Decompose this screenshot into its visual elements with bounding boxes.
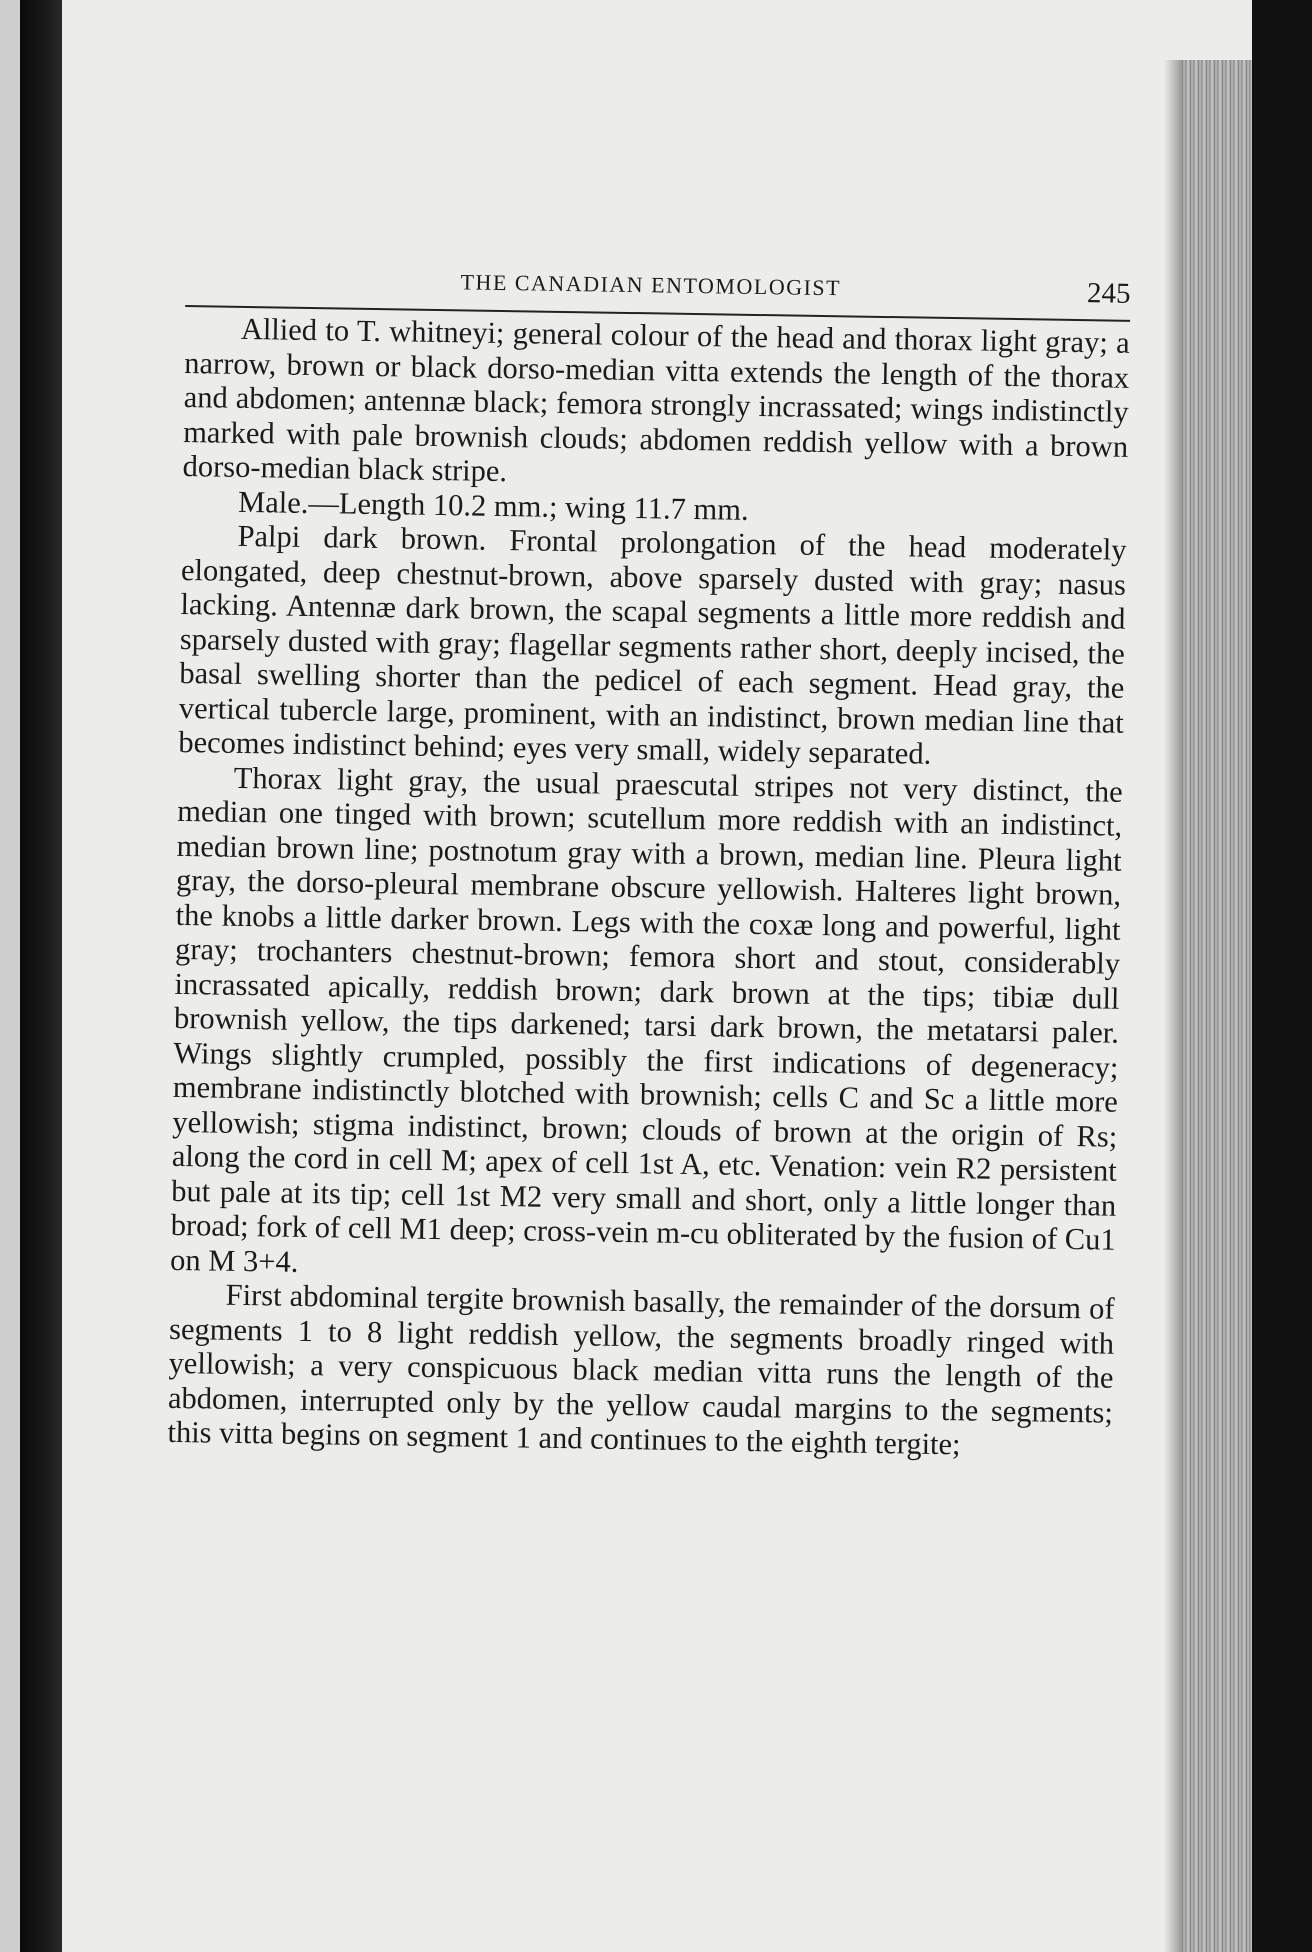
running-head <box>185 255 1131 320</box>
page-edge-shadow <box>1164 60 1182 1952</box>
paragraph-head: Palpi dark brown. Frontal prolongation of the head moderately elongated, deep chestnut-brown, above sparsely dusted with gray; nasus lacking. Antennæ dark brown, the scapal segments a little more reddish and sparsely dusted with gray; flagellar segments rather short, deeply incised, the basal swelling shorter than the pedicel of each segment. Head gray, the vertical tubercle large, prominent, with an indistinct, brown median line that becomes indistinct behind; eyes very small, widely separated. <box>178 518 1127 771</box>
paragraph-abdomen: First abdominal tergite brownish basally, the remainder of the dorsum of segments 1 to 8 light reddish yellow, the segments broadly ringed with yellowish; a very conspicuous black median vitta runs the length of the abdomen, interrupted only by the yellow caudal margins to the segments; this vitta begins on segment 1 and continues to the eighth tergite; <box>167 1277 1115 1462</box>
journal-title: THE CANADIAN ENTOMOLOGIST <box>460 269 842 301</box>
paragraph-thorax: Thorax light gray, the usual praescutal stripes not very distinct, the median one tinged with brown; scutellum more reddish with an indistinct, median brown line; postnotum gray with a brown, median line. Pleura light gray, the dorso-pleural membrane obscure yellowish. Halteres light brown, the knobs a little darker brown. Legs with the coxæ long and powerful, light gray; trochanters chestnut-brown; femora short and stout, considerably incrassated apically, reddish brown; dark brown at the tips; tibiæ dull brownish yellow, the tips darkened; tarsi dark brown, the metatarsi paler. Wings slightly crumpled, possibly the first indications of degeneracy; membrane indistinctly blotched with brownish; cells C and Sc a little more yellowish; stigma indistinct, brown; clouds of brown at the origin of Rs; along the cord in cell M; apex of cell 1st A, etc. Venation: vein R2 persistent but pale at its tip; cell 1st M2 very small and short, only a little longer than broad; fork of cell M1 deep; cross-vein m-cu obliterated by the fusion of Cu1 on M 3+4. <box>169 760 1123 1279</box>
paragraph-male-measurements: Male.—Length 10.2 mm.; wing 11.7 mm. <box>237 484 749 527</box>
book-spine-shadow <box>20 0 64 1952</box>
page-number: 245 <box>1086 277 1131 310</box>
text-block <box>167 255 1131 1464</box>
scan-left-edge <box>0 0 20 1952</box>
paragraph-diagnosis: Allied to T. whitneyi; general colour of the head and thorax light gray; a narrow, brown or black dorso-median vitta extends the length of the thorax and abdomen; antennæ black; femora strongly incrassated; wings indistinctly marked with pale brownish clouds; abdomen reddish yellow with a brown dorso-median black stripe. <box>182 311 1131 489</box>
page-fore-edge <box>1182 60 1252 1952</box>
book-page <box>62 0 1252 1952</box>
